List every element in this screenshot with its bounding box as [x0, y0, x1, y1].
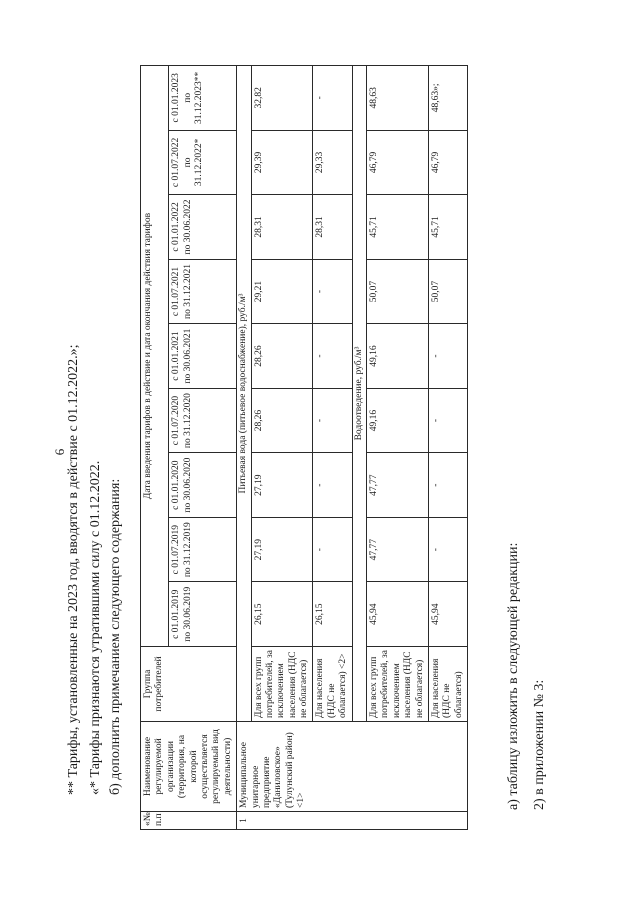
value-cell: - — [313, 388, 352, 453]
table-intro-line: а) таблицу изложить в следующей редакции: — [506, 542, 521, 810]
value-cell: 28,26 — [251, 324, 313, 389]
value-cell: 29,21 — [251, 259, 313, 324]
value-cell: 47,77 — [367, 517, 429, 582]
header-row-1 — [141, 66, 169, 830]
value-cell: 46,79 — [367, 130, 429, 195]
value-cell: - — [428, 517, 467, 582]
header-no: «№ п.п — [141, 812, 237, 830]
section-title-sewage: Водоотведение, руб./м³ — [352, 66, 366, 722]
value-cell: - — [313, 517, 352, 582]
header-period: с 01.07.2021 по 31.12.2021 — [169, 259, 237, 324]
header-period: с 01.07.2022 по 31.12.2022* — [169, 130, 237, 195]
value-cell: 45,71 — [367, 195, 429, 260]
table-row — [428, 66, 467, 830]
header-period: с 01.01.2021 по 30.06.2021 — [169, 324, 237, 389]
footnote-1: «* Тарифы признаются утратившими силу с 01.12.2022. — [88, 460, 103, 795]
row-number: 1 — [237, 812, 468, 830]
value-cell: 48,63 — [367, 66, 429, 131]
section-row-sewage — [352, 66, 366, 830]
value-cell: 49,16 — [367, 324, 429, 389]
table-row — [313, 66, 352, 830]
header-period: с 01.01.2022 по 30.06.2022 — [169, 195, 237, 260]
value-cell: 45,71 — [428, 195, 467, 260]
table-row — [251, 66, 313, 830]
header-period: с 01.07.2019 по 31.12.2019 — [169, 517, 237, 582]
header-group: Группа потребителей — [141, 647, 237, 722]
header-period: с 01.01.2023 по 31.12.2023** — [169, 66, 237, 131]
value-cell: 29,33 — [313, 130, 352, 195]
value-cell: - — [428, 388, 467, 453]
value-cell: 50,07 — [367, 259, 429, 324]
value-cell: - — [313, 259, 352, 324]
header-period: с 01.01.2020 по 30.06.2020 — [169, 453, 237, 518]
tariff-table — [140, 65, 468, 830]
header-period: с 01.01.2019 по 30.06.2019 — [169, 582, 237, 647]
section-title-water: Питьевая вода (питьевое водоснабжение), руб./м³ — [237, 66, 251, 722]
value-cell: - — [428, 324, 467, 389]
header-org: Наименование регулируемой организации (территория, на которой осуществляется регулируемый вид деятельности) — [141, 722, 237, 812]
value-cell: - — [428, 453, 467, 518]
value-cell: 49,16 — [367, 388, 429, 453]
header-dates-title: Дата введения тарифов в действие и дата окончания действия тарифов — [141, 66, 169, 647]
value-cell: 46,79 — [428, 130, 467, 195]
value-cell: 28,31 — [251, 195, 313, 260]
org-name: Муниципальное унитарное предприятие «Даниловское» (Тулунский район) <1> — [237, 722, 468, 812]
value-cell: 45,94 — [367, 582, 429, 647]
value-cell: 48,63»; — [428, 66, 467, 131]
value-cell: 28,26 — [251, 388, 313, 453]
table-row — [367, 66, 429, 830]
group-cell: Для всех групп потребителей, за исключением населения (НДС не облагается) — [251, 647, 313, 722]
value-cell: 26,15 — [251, 582, 313, 647]
value-cell: - — [313, 66, 352, 131]
value-cell: 27,19 — [251, 517, 313, 582]
value-cell: - — [313, 324, 352, 389]
annex-line: 2) в приложении № 3: — [532, 679, 547, 810]
value-cell: - — [313, 453, 352, 518]
page-number: 6 — [52, 448, 67, 456]
supplement-line: б) дополнить примечанием следующего содержания: — [108, 478, 123, 795]
group-cell: Для всех групп потребителей, за исключением населения (НДС не облагается) — [367, 647, 429, 722]
group-cell: Для населения (НДС не облагается) — [428, 647, 467, 722]
value-cell: 29,39 — [251, 130, 313, 195]
value-cell: 45,94 — [428, 582, 467, 647]
value-cell: 27,19 — [251, 453, 313, 518]
value-cell: 32,82 — [251, 66, 313, 131]
value-cell: 28,31 — [313, 195, 352, 260]
group-cell: Для населения (НДС не облагается) <2> — [313, 647, 352, 722]
header-period: с 01.07.2020 по 31.12.2020 — [169, 388, 237, 453]
value-cell: 26,15 — [313, 582, 352, 647]
section-row-water — [237, 66, 251, 830]
footnote-2: ** Тарифы, установленные на 2023 год, вводятся в действие с 01.12.2022.»; — [66, 344, 81, 795]
value-cell: 47,77 — [367, 453, 429, 518]
value-cell: 50,07 — [428, 259, 467, 324]
